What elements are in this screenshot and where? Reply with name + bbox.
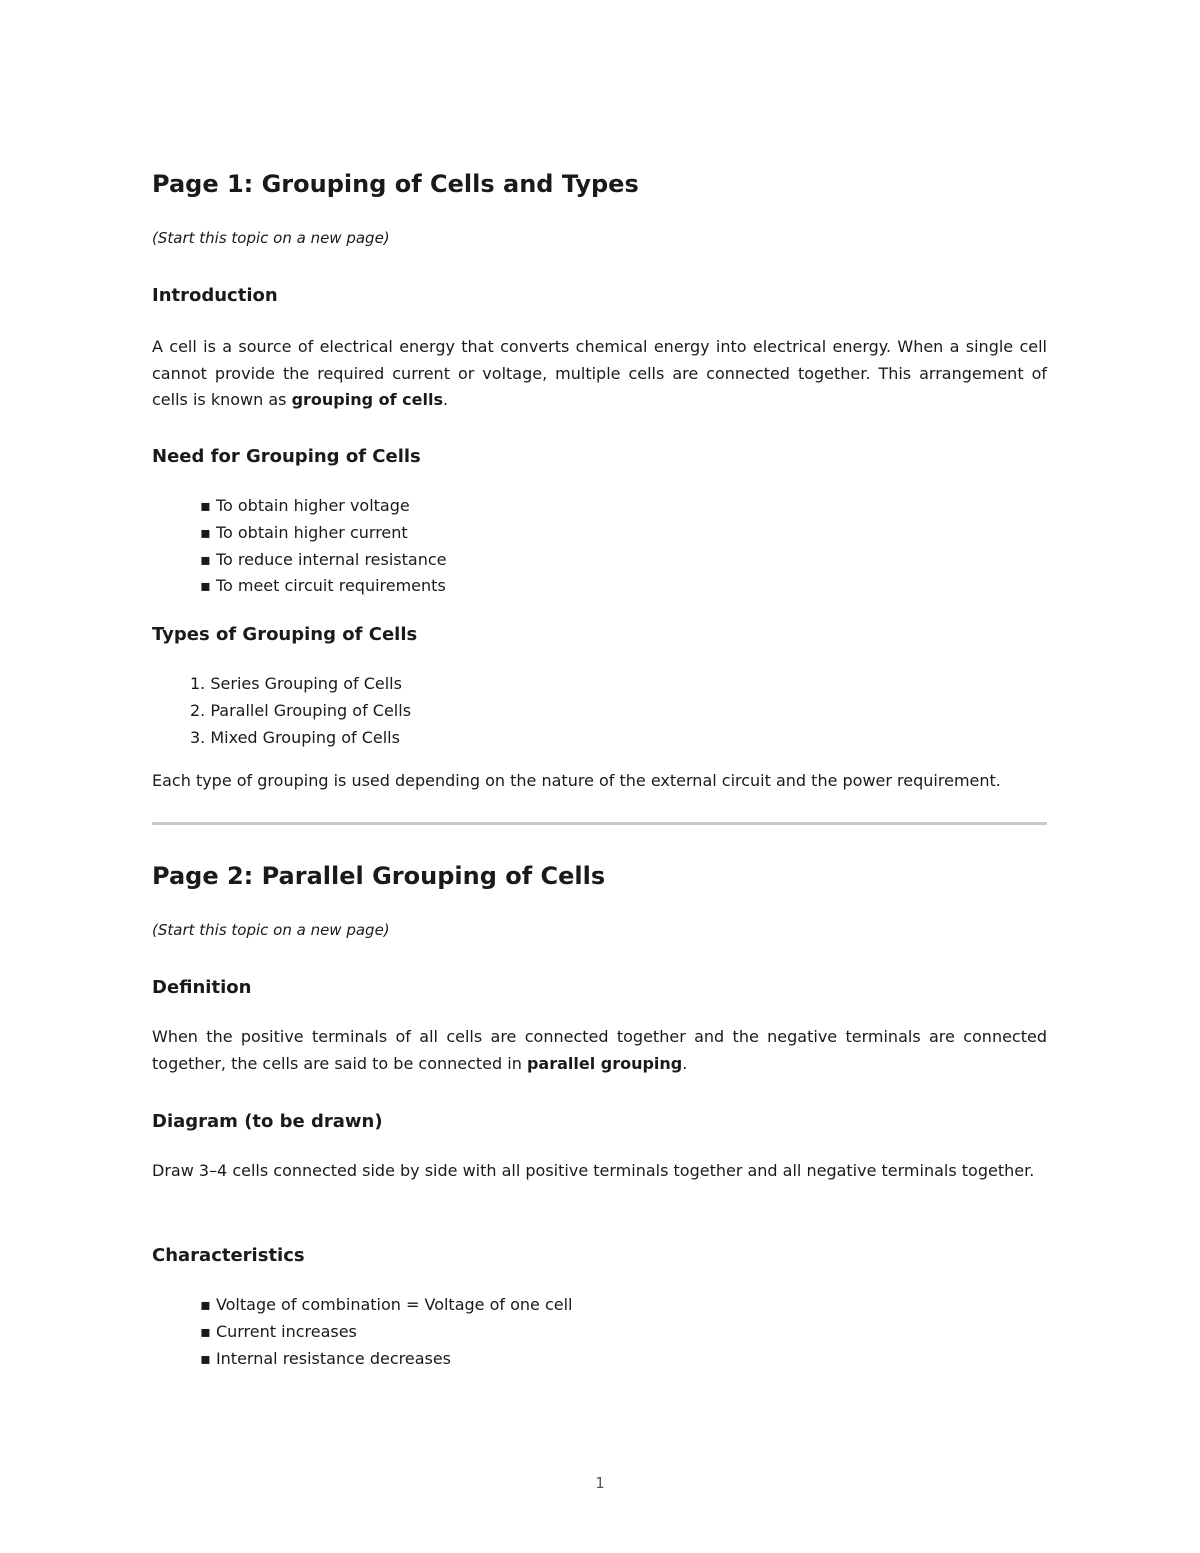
page-number: 1 bbox=[595, 1474, 605, 1492]
definition-heading: Definition bbox=[152, 977, 252, 998]
intro-text-1: A cell is a source of electrical energy that converts chemical energy into electrical energy. When a single cell cannot provide the required current or voltage, multiple cells are connected together. This arrangement of cells is known as bbox=[152, 337, 1047, 409]
page1-note: (Start this topic on a new page) bbox=[152, 229, 390, 247]
diagram-paragraph: Draw 3–4 cells connected side by side with all positive terminals together and all negative terminals together. bbox=[152, 1161, 1035, 1180]
bullet-icon: ▪ bbox=[200, 496, 211, 515]
list-item: 2. Parallel Grouping of Cells bbox=[190, 698, 411, 725]
section-divider bbox=[152, 822, 1047, 825]
list-item: ▪ Internal resistance decreases bbox=[200, 1348, 452, 1368]
list-item: ▪ Voltage of combination = Voltage of one cell bbox=[200, 1295, 573, 1314]
list-number: 2. bbox=[190, 700, 206, 720]
bullet-icon: ▪ bbox=[200, 1295, 211, 1314]
definition-paragraph: When the positive terminals of all cells are connected together and the negative terminals are connected together, the cells are said to be connected in parallel grouping. bbox=[152, 1027, 1047, 1073]
bullet-icon: ▪ bbox=[200, 576, 211, 596]
definition-bold-term: parallel grouping bbox=[526, 1053, 683, 1073]
page2-note: (Start this topic on a new page) bbox=[152, 921, 390, 939]
types-footer-text: Each type of grouping is used depending on the nature of the external circuit and the power requirement. bbox=[152, 771, 1001, 790]
bullet-icon: ▪ bbox=[200, 549, 211, 569]
need-list bbox=[200, 493, 446, 600]
intro-bold-term: grouping of cells bbox=[291, 390, 443, 409]
characteristics-list bbox=[200, 1292, 573, 1372]
list-item: ▪ Current increases bbox=[200, 1321, 357, 1341]
list-item: ▪ To meet circuit requirements bbox=[200, 576, 446, 596]
need-heading: Need for Grouping of Cells bbox=[152, 446, 421, 467]
list-item: 1. Series Grouping of Cells bbox=[190, 671, 411, 698]
list-item: ▪ To obtain higher current bbox=[200, 522, 408, 542]
bullet-icon: ▪ bbox=[200, 522, 211, 542]
list-item: ▪ To obtain higher voltage bbox=[200, 496, 410, 515]
list-item: 3. Mixed Grouping of Cells bbox=[190, 725, 411, 752]
list-number: 3. bbox=[190, 727, 206, 747]
types-list bbox=[190, 671, 411, 751]
bullet-icon: ▪ bbox=[200, 1321, 211, 1341]
page2-title: Page 2: Parallel Grouping of Cells bbox=[152, 862, 606, 890]
list-number: 1. bbox=[190, 674, 206, 693]
introduction-heading: Introduction bbox=[152, 285, 278, 306]
intro-text-2: . bbox=[443, 390, 449, 409]
characteristics-heading: Characteristics bbox=[152, 1245, 305, 1266]
page1-title: Page 1: Grouping of Cells and Types bbox=[152, 170, 639, 198]
types-heading: Types of Grouping of Cells bbox=[152, 624, 418, 645]
diagram-heading: Diagram (to be drawn) bbox=[152, 1111, 383, 1132]
list-item: ▪ To reduce internal resistance bbox=[200, 549, 447, 569]
bullet-icon: ▪ bbox=[200, 1348, 211, 1368]
introduction-paragraph bbox=[152, 334, 1047, 414]
